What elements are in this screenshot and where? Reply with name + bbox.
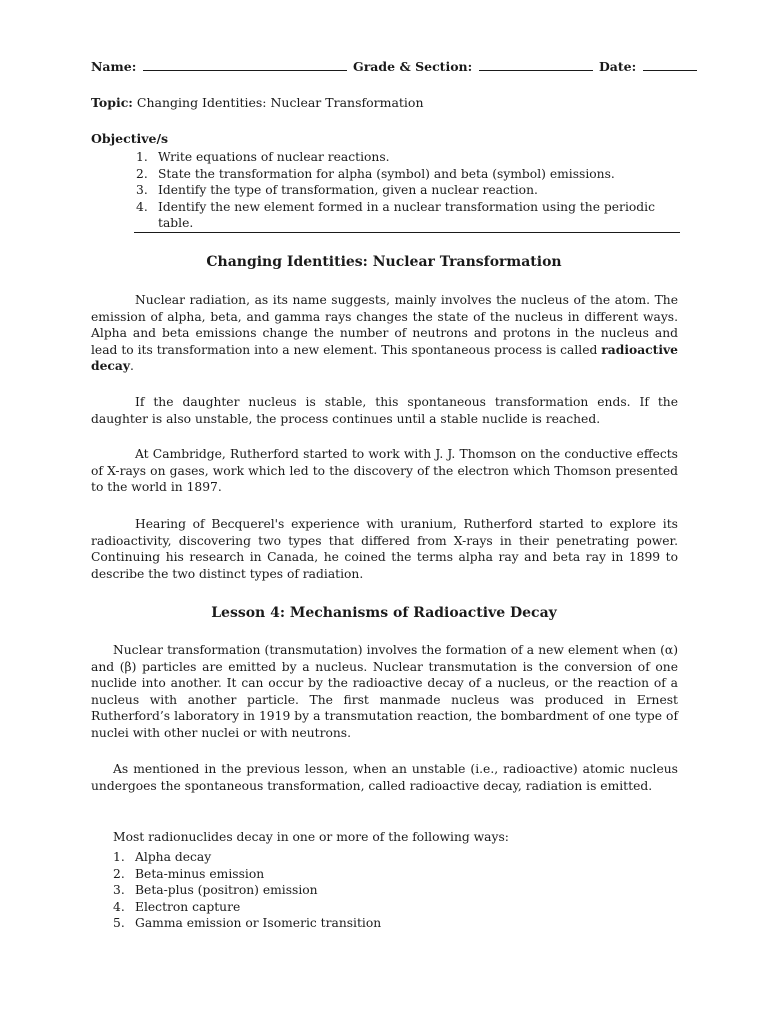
decay-modes-list [113,849,381,932]
list-item: 5. Gamma emission or Isomeric transition [113,916,382,930]
section-title-lesson-4: Lesson 4: Mechanisms of Radioactive Decay [211,605,557,621]
divider-line [134,232,680,233]
objectives-title: Objective/s [91,131,169,146]
objective-item: 4. Identify the new element formed in a nuclear transformation using the periodic table. [136,199,655,230]
header-fields [91,58,681,74]
name-label: Name: [91,59,137,74]
paragraph-daughter-nucleus: If the daughter nucleus is stable, this spontaneous transformation ends. If the daughter is also unstable, the process continues until a stable nuclide is reached. [91,395,678,426]
paragraph-transmutation: Nuclear transformation (transmutation) involves the formation of a new element when (α) and (β) particles are emitted by a nucleus. Nuclear transmutation is the conversion of one nuclide into another. It can occur by the radioactive decay of a nucleus, or the reaction of a nucleus with another particle. The first manmade nucleus was produced in Ernest Rutherford’s laboratory in 1919 by a transmutation reaction, the bombardment of one type of nuclei with other nuclei or with neutrons. [91,643,678,740]
paragraph-cambridge: At Cambridge, Rutherford started to work with J. J. Thomson on the conductive effects of X-rays on gases, work which led to the discovery of the electron which Thomson presented to the world in 1897. [91,447,678,495]
objectives-list [136,149,680,232]
topic-value: Changing Identities: Nuclear Transformation [132,95,424,110]
name-blank[interactable] [143,58,347,71]
topic-line [91,95,424,110]
section-title-changing-identities: Changing Identities: Nuclear Transformation [206,254,562,270]
list-item: 3. Beta-plus (positron) emission [113,883,318,897]
grade-section-label: Grade & Section: [353,59,473,74]
decay-intro: Most radionuclides decay in one or more of the following ways: [113,830,509,844]
objective-item: 2. State the transformation for alpha (symbol) and beta (symbol) emissions. [136,166,615,181]
paragraph-becquerel: Hearing of Becquerel's experience with uranium, Rutherford started to explore its radioactivity, discovering two types that differed from X-rays in their penetrating power. Continuing his research in Canada, he coined the terms alpha ray and beta ray in 1899 to describe the two distinct types of radiation. [91,517,678,581]
term-radioactive-decay: radioactive decay [91,341,678,374]
list-item: 4. Electron capture [113,899,241,914]
objective-item: 1. Write equations of nuclear reactions. [136,150,390,164]
date-blank[interactable] [643,58,697,71]
list-item: 2. Beta-minus emission [113,866,265,881]
date-label: Date: [598,59,637,74]
paragraph-previous-lesson: As mentioned in the previous lesson, when an unstable (i.e., radioactive) atomic nucleus undergoes the spontaneous transformation, called radioactive decay, radiation is emitted. [91,762,678,793]
grade-section-blank[interactable] [479,58,593,71]
objective-item: 3. Identify the type of transformation, given a nuclear reaction. [136,183,538,197]
topic-label: Topic: [91,95,133,110]
paragraph-nuclear-radiation: Nuclear radiation, as its name suggests, mainly involves the nucleus of the atom. The emission of alpha, beta, and gamma rays changes the state of the nucleus in different ways. Alpha and beta emissions change the number of neutrons and protons in the nucleus and lead to its transformation into a new element. This spontaneous process is called radioactive decay. [91,293,678,374]
list-item: 1. Alpha decay [113,850,212,864]
